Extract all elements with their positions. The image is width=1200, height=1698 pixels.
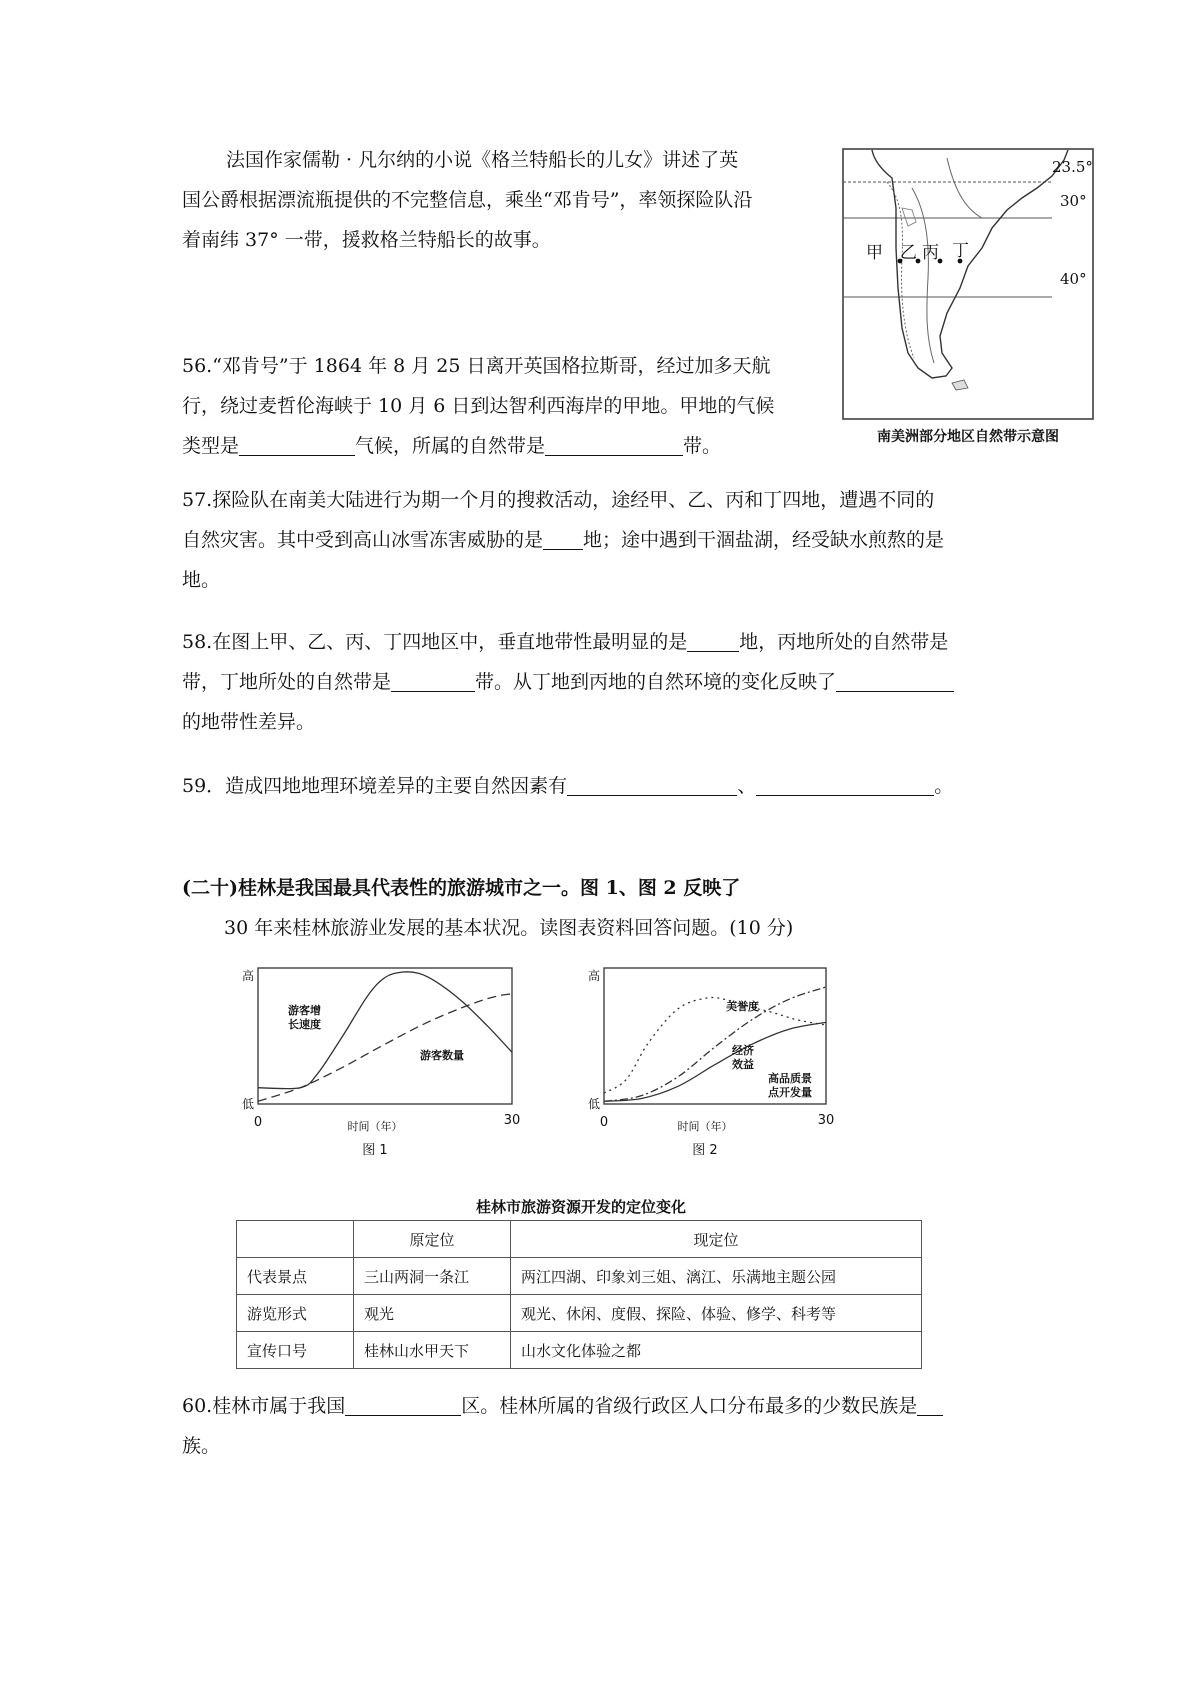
x-tick-label: 30	[817, 1113, 835, 1128]
y-tick-label: 高	[587, 969, 600, 983]
answer-blank-ding-zone[interactable]	[391, 669, 475, 692]
q56-line-1: 56.“邓肯号”于 1864 年 8 月 25 日离开英国格拉斯哥，经过加多天航	[182, 355, 771, 377]
y-tick-label: 低	[241, 1097, 254, 1111]
zone-boundary-west	[887, 182, 914, 358]
q57-text-b: 地；途中遇到干涸盐湖，经受缺水煎熬的是	[583, 529, 945, 551]
x-tick-label: 30	[503, 1113, 521, 1128]
table-header-cell: 原定位	[354, 1221, 511, 1258]
q59-text-a: 59．造成四地地理环境差异的主要自然因素有	[182, 775, 568, 797]
q60-text-b: 区。桂林所属的省级行政区人口分布最多的少数民族是	[461, 1395, 918, 1417]
question-60	[182, 1386, 1042, 1466]
table-row	[237, 1332, 922, 1369]
question-59	[182, 766, 1042, 806]
q58-text-d: 带。从丁地到丙地的自然环境的变化反映了	[475, 671, 837, 693]
q58-text-b: 地，丙地所处的自然带是	[739, 631, 949, 653]
series-label-economic-benefit: 效益	[732, 1058, 754, 1071]
q56-text-c: 带。	[683, 435, 722, 457]
q56-line-3	[182, 426, 822, 466]
series-label-growth-speed: 长速度	[288, 1018, 321, 1031]
q57-line-2	[182, 520, 1042, 560]
map-figure	[842, 148, 1094, 450]
map-caption: 南美洲部分地区自然带示意图	[877, 429, 1059, 445]
table-header-cell	[237, 1221, 354, 1258]
q56-line-2: 行，绕过麦哲伦海峡于 10 月 6 日到达智利西海岸的甲地。甲地的气候	[182, 395, 775, 417]
place-label-yi: 乙	[900, 243, 917, 263]
q56-text-a: 类型是	[182, 435, 240, 457]
table-cell: 两江四湖、印象刘三姐、漓江、乐满地主题公园	[511, 1258, 922, 1295]
answer-blank-glacier[interactable]	[543, 527, 583, 550]
place-label-jia: 甲	[866, 243, 883, 263]
series-label-reputation: 美誉度	[726, 1000, 759, 1013]
series-label-quality-sites: 高品质景	[768, 1072, 812, 1085]
answer-blank-zone[interactable]	[545, 433, 683, 456]
series-label-tourist-count: 游客数量	[420, 1049, 464, 1062]
series-label-economic-benefit: 经济	[732, 1044, 754, 1057]
y-tick-label: 高	[241, 969, 254, 983]
place-label-ding: 丁	[952, 241, 969, 261]
table-header-cell: 现定位	[511, 1221, 922, 1258]
chart-figure-1	[240, 960, 570, 1160]
chart-caption: 图 2	[692, 1143, 718, 1158]
series-label-quality-sites: 点开发量	[768, 1086, 812, 1099]
section-20-intro: 30 年来桂林旅游业发展的基本状况。读图表资料回答问题。(10 分)	[224, 917, 794, 939]
positioning-table-grid	[236, 1220, 922, 1369]
q60-line-1	[182, 1386, 1042, 1426]
south-america-map	[842, 148, 1094, 450]
series-label-growth-speed: 游客增	[288, 1004, 321, 1017]
section-20-title: (二十)桂林是我国最具代表性的旅游城市之一。图 1、图 2 反映了	[182, 877, 741, 899]
table-cell: 山水文化体验之都	[511, 1332, 922, 1369]
table-cell: 观光、休闲、度假、探险、体验、修学、科考等	[511, 1295, 922, 1332]
table-row	[237, 1258, 922, 1295]
table-cell: 三山两洞一条江	[354, 1258, 511, 1295]
question-56	[182, 346, 822, 466]
chart-1-svg	[240, 960, 570, 1160]
table-cell: 宣传口号	[237, 1332, 354, 1369]
q58-text-c: 带，丁地所处的自然带是	[182, 671, 392, 693]
table-cell: 桂林山水甲天下	[354, 1332, 511, 1369]
q60-text-a: 60.桂林市属于我国	[182, 1395, 346, 1417]
zone-boundary-andes	[912, 188, 934, 363]
table-cell: 代表景点	[237, 1258, 354, 1295]
intro-line-3: 着南纬 37° 一带，援救格兰特船长的故事。	[182, 229, 551, 251]
positioning-table	[236, 1220, 922, 1369]
q57-line-3: 地。	[182, 569, 221, 591]
place-label-bing: 丙	[922, 243, 939, 263]
table-cell: 游览形式	[237, 1295, 354, 1332]
q57-text-a: 自然灾害。其中受到高山冰雪冻害威胁的是	[182, 529, 544, 551]
table-row	[237, 1295, 922, 1332]
question-58	[182, 622, 1042, 742]
question-57	[182, 480, 1042, 600]
answer-blank-climate[interactable]	[239, 433, 355, 456]
answer-blank-region[interactable]	[345, 1393, 461, 1416]
q56-text-b: 气候，所属的自然带是	[355, 435, 546, 457]
answer-blank-factor-2[interactable]	[756, 773, 934, 796]
table-title: 桂林市旅游资源开发的定位变化	[475, 1198, 686, 1216]
q58-line-3: 的地带性差异。	[182, 711, 316, 733]
q58-text-a: 58.在图上甲、乙、丙、丁四地区中，垂直地带性最明显的是	[182, 631, 688, 653]
y-tick-label: 低	[587, 1097, 600, 1111]
answer-blank-ethnic[interactable]	[917, 1393, 943, 1416]
falkland-islands	[952, 380, 968, 390]
zone-boundary-east	[947, 158, 982, 218]
lat-label-40: 40°	[1060, 270, 1087, 288]
x-tick-label: 0	[253, 1115, 263, 1130]
answer-blank-vertical[interactable]	[687, 629, 739, 652]
plot-frame	[258, 968, 512, 1104]
x-tick-label: 0	[599, 1115, 609, 1130]
lat-label-30: 30°	[1060, 192, 1087, 210]
table-header-row	[237, 1221, 922, 1258]
q59-text-b: 、	[737, 775, 757, 797]
q58-line-1	[182, 622, 1042, 662]
answer-blank-factor-1[interactable]	[567, 773, 737, 796]
q59-text-c: 。	[934, 775, 954, 797]
x-axis-label: 时间（年）	[347, 1120, 403, 1133]
q58-line-2	[182, 662, 1042, 702]
intro-line-1: 法国作家儒勒 · 凡尔纳的小说《格兰特船长的儿女》讲述了英	[226, 149, 739, 171]
intro-paragraph	[182, 140, 822, 260]
intro-line-2: 国公爵根据漂流瓶提供的不完整信息，乘坐“邓肯号”，率领探险队沿	[182, 189, 753, 211]
answer-blank-direction[interactable]	[836, 669, 954, 692]
q57-line-1: 57.探险队在南美大陆进行为期一个月的搜救活动，途经甲、乙、丙和丁四地，遭遇不同的	[182, 489, 935, 511]
x-axis-label: 时间（年）	[677, 1120, 733, 1133]
table-cell: 观光	[354, 1295, 511, 1332]
q60-line-2: 族。	[182, 1435, 221, 1457]
chart-figure-2	[586, 960, 906, 1160]
chart-2-svg	[586, 960, 906, 1160]
chart-caption: 图 1	[362, 1143, 388, 1158]
lat-label-23-5: 23.5°	[1052, 158, 1093, 176]
